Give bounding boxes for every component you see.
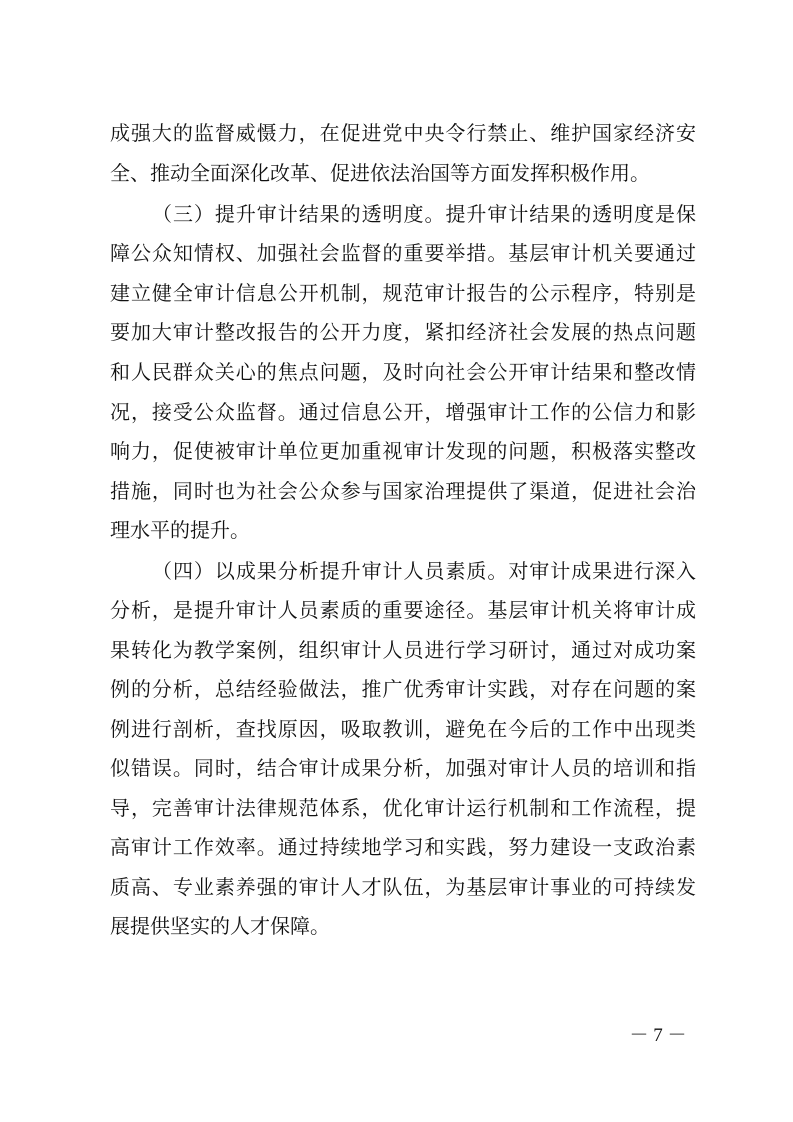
text-line: 况，接受公众监督。通过信息公开，增强审计工作的公信力和影 xyxy=(110,400,696,424)
text-line: 措施，同时也为社会公众参与国家治理提供了渠道，促进社会治 xyxy=(110,479,696,503)
text-line: 例的分析，总结经验做法，推广优秀审计实践，对存在问题的案 xyxy=(110,677,696,701)
text-line: 似错误。同时，结合审计成果分析，加强对审计人员的培训和指 xyxy=(110,756,696,780)
text-line: 和人民群众关心的焦点问题，及时向社会公开审计结果和整改情 xyxy=(110,360,696,384)
page-number: － 7 － xyxy=(629,1025,687,1046)
text-line: 建立健全审计信息公开机制，规范审计报告的公示程序，特别是 xyxy=(110,281,696,305)
text-run: 对审计成果进行深入 xyxy=(508,559,696,583)
text-line: 果转化为教学案例，组织审计人员进行学习研讨，通过对成功案 xyxy=(110,638,696,662)
text-line: 障公众知情权、加强社会监督的重要举措。基层审计机关要通过 xyxy=(110,241,696,265)
text-line: 质高、专业素养强的审计人才队伍，为基层审计事业的可持续发 xyxy=(110,875,696,899)
text-line: 高审计工作效率。通过持续地学习和实践，努力建设一支政治素 xyxy=(110,835,696,859)
section-heading: （四）以成果分析提升审计人员素质。 xyxy=(152,559,509,583)
text-line: 例进行剖析，查找原因，吸取教训，避免在今后的工作中出现类 xyxy=(110,717,696,741)
text-line: 要加大审计整改报告的公开力度，紧扣经济社会发展的热点问题 xyxy=(110,320,696,344)
paragraph-first-line xyxy=(152,554,696,588)
section-heading: （三）提升审计结果的透明度。 xyxy=(152,202,446,226)
text-line: 分析，是提升审计人员素质的重要途径。基层审计机关将审计成 xyxy=(110,598,696,622)
text-line: 导，完善审计法律规范体系，优化审计运行机制和工作流程，提 xyxy=(110,796,696,820)
text-line: 展提供坚实的人才保障。 xyxy=(110,914,330,938)
text-line: 理水平的提升。 xyxy=(110,518,250,542)
text-line: 成强大的监督威慑力，在促进党中央令行禁止、维护国家经济安 xyxy=(110,121,696,145)
text-line: 响力，促使被审计单位更加重视审计发现的问题，积极落实整改 xyxy=(110,439,696,463)
paragraph-first-line xyxy=(152,197,696,231)
text-line: 全、推动全面深化改革、促进依法治国等方面发挥积极作用。 xyxy=(110,161,650,185)
text-run: 提升审计结果的透明度是保 xyxy=(445,202,696,226)
